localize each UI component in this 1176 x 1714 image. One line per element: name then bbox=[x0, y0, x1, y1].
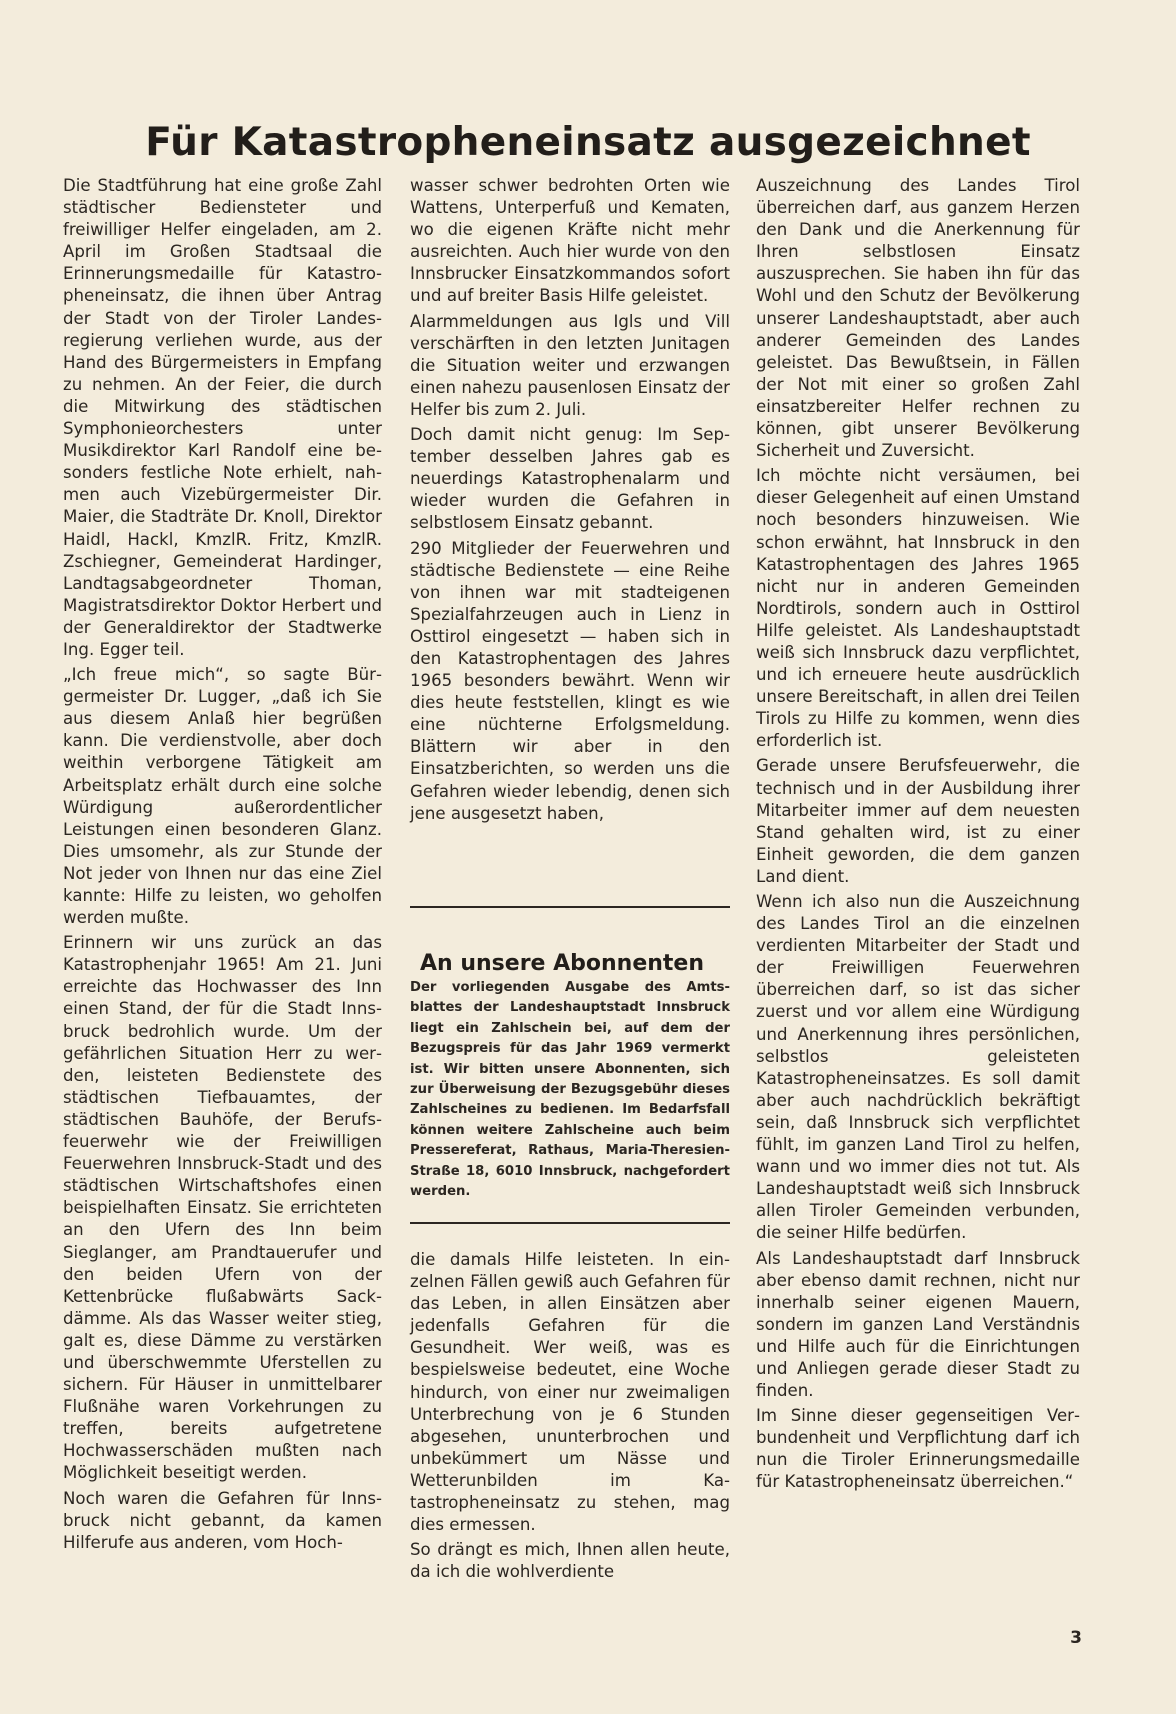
page-title: Für Katastropheneinsatz ausgezeichnet bbox=[145, 120, 1031, 166]
article-paragraph: wasser schwer bedrohten Orten wie Wattens, Unterperfuß und Kematen, wo die eigenen Kräfte nicht mehr ausreichten. Auch hier wurde von den Innsbrucker Einsatzkommandos sofort und auf breiter Basis Hilfe geleistet. bbox=[410, 176, 730, 306]
article-column-1 bbox=[63, 175, 382, 1557]
article-paragraph: Auszeichnung des Landes Tirol überreichen darf, aus ganzem Herzen den Dank und die Anerkennung für Ihren selbstlosen Einsatz auszusprechen. Sie haben ihn für das Wohl und den Schutz der Bevölkerung unserer Landeshauptstadt, aber auch anderer Gemeinden des Landes geleistet. Das Bewußtsein, in Fällen der Not mit einer so großen Zahl einsatzbereiter Helfer rechnen zu können, gibt unserer Bevölkerung Sicherheit und Zuversicht. bbox=[756, 176, 1080, 461]
article-paragraph: „Ich freue mich“, so sagte Bürgermeister Dr. Lugger, „daß ich Sie aus diesem Anlaß hier begrüßen kann. Die verdienstvolle, aber doch weithin verborgene Tätigkeit am Arbeitsplatz erhält durch eine solche Würdigung außerordentlicher Leistungen einen besonderen Glanz. Dies umsomehr, als zur Stunde der Not jeder von Ihnen nur das eine Ziel kannte: Hilfe zu leisten, wo geholfen werden mußte. bbox=[63, 665, 382, 928]
article-paragraph: So drängt es mich, Ihnen allen heute, da ich die wohlverdiente bbox=[410, 1540, 730, 1582]
page-number: 3 bbox=[1070, 1628, 1082, 1648]
article-paragraph: Alarmmeldungen aus Igls und Vill verschärften in den letzten Junitagen die Situation weiter und erzwangen einen nahezu pausenlosen Einsatz der Helfer bis zum 2. Juli. bbox=[410, 311, 730, 419]
article-column-3 bbox=[756, 175, 1080, 1497]
article-paragraph: 290 Mitglieder der Feuerwehren und städtische Bedienstete — eine Reihe von ihnen war mit stadteigenen Spezialfahrzeugen auch in Lienz in Osttirol eingesetzt — haben sich in den Katastrophentagen des Jahres 1965 besonders bewährt. Wenn wir dies heute feststellen, klingt es wie eine nüchterne Erfolgsmeldung. Blättern wir aber in den Einsatzberichten, so werden uns die Gefahren wieder lebendig, denen sich jene ausgesetzt haben, bbox=[410, 538, 730, 823]
article-paragraph: Die Stadtführung hat eine große Zahl städtischer Bediensteter und freiwilliger Helfer eingeladen, am 2. April im Großen Stadtsaal die Erinnerungsmedaille für Katastropheneinsatz, die ihnen über Antrag der Stadt von der Tiroler Landesregierung verliehen wurde, aus der Hand des Bürgermeisters in Empfang zu nehmen. An der Feier, die durch die Mitwirkung des städtischen Symphonieorchesters unter Musikdirektor Karl Randolf eine besonders festliche Note erhielt, nahmen auch Vizebürgermeister Dir. Maier, die Stadträte Dr. Knoll, Direktor Haidl, Hackl, KmzlR. Fritz, KmzlR. Zschiegner, Gemeinderat Hardinger, Landtagsabgeordneter Thoman, Magistratsdirektor Doktor Herbert und der Generaldirektor der Stadtwerke Ing. Egger teil. bbox=[63, 176, 382, 659]
article-column-2-top bbox=[410, 175, 730, 828]
article-paragraph: Wenn ich also nun die Auszeichnung des Landes Tirol an die einzelnen verdienten Mitarbeiter der Stadt und der Freiwilligen Feuerwehren überreichen darf, so ist das sicher zuerst und vor allem eine Würdigung und Anerkennung ihres persönlichen, selbstlos geleisteten Katastropheneinsatzes. Es soll damit aber auch nachdrücklich bekräftigt sein, daß Innsbruck sich verpflichtet fühlt, im ganzen Land Tirol zu helfen, wann und wo immer dies not tut. Als Landeshauptstadt weiß sich Innsbruck allen Tiroler Gemeinden verbunden, die seiner Hilfe bedürfen. bbox=[756, 892, 1080, 1243]
article-paragraph: Noch waren die Gefahren für Innsbruck nicht gebannt, da kamen Hilferufe aus anderen, vom Hoch- bbox=[63, 1488, 382, 1552]
article-paragraph: Doch damit nicht genug: Im September desselben Jahres gab es neuerdings Katastrophenalarm und wieder wurden die Gefahren in selbstlosem Einsatz gebannt. bbox=[410, 425, 730, 533]
notice-top-rule bbox=[410, 906, 730, 908]
notice-bottom-rule bbox=[410, 1222, 730, 1224]
article-paragraph: Erinnern wir uns zurück an das Katastrophenjahr 1965! Am 21. Juni erreichte das Hochwasser des Inn einen Stand, der für die Stadt Innsbruck bedrohlich wurde. Um der gefährlichen Situation Herr zu werden, leisteten Bedienstete des städtischen Tiefbauamtes, der städtischen Bauhöfe, der Berufsfeuerwehr wie der Freiwilligen Feuerwehren Innsbruck-Stadt und des städtischen Wirtschaftshofes einen beispielhaften Einsatz. Sie errichteten an den Ufern des Inn beim Sieglanger, am Prandtauerufer und den beiden Ufern von der Kettenbrücke flußabwärts Sackdämme. Als das Wasser weiter stieg, galt es, diese Dämme zu verstärken und überschwemmte Uferstellen zu sichern. Für Häuser in unmittelbarer Flußnähe waren Vorkehrungen zu treffen, bereits aufgetretene Hochwasserschäden mußten nach Möglichkeit beseitigt werden. bbox=[63, 933, 382, 1483]
article-column-2-bottom bbox=[410, 1249, 730, 1586]
article-paragraph: Gerade unsere Berufsfeuerwehr, die technisch und in der Ausbildung ihrer Mitarbeiter immer auf dem neuesten Stand gehalten wird, ist zu einer Einheit geworden, die dem ganzen Land dient. bbox=[756, 756, 1080, 886]
notice-body: Der vorliegenden Ausgabe des Amtsblattes der Landeshauptstadt Innsbruck liegt ein Zahlschein bei, auf dem der Bezugspreis für das Jahr 1969 vermerkt ist. Wir bitten unsere Abonnenten, sich zur Überweisung der Bezugsgebühr dieses Zahlscheines zu bedienen. Im Bedarfsfall können weitere Zahlscheine auch beim Pressereferat, Rathaus, Maria-Theresien-Straße 18, 6010 Innsbruck, nachgefordert werden. bbox=[410, 980, 730, 1200]
article-paragraph: Ich möchte nicht versäumen, bei dieser Gelegenheit auf einen Umstand noch besonders hinzuweisen. Wie schon erwähnt, hat Innsbruck in den Katastrophentagen des Jahres 1965 nicht nur in anderen Gemeinden Nordtirols, sondern auch in Osttirol Hilfe geleistet. Als Landeshauptstadt weiß sich Innsbruck dazu verpflichtet, und ich erneuere heute ausdrücklich unsere Bereitschaft, in allen drei Teilen Tirols zu Hilfe zu kommen, wenn dies erforderlich ist. bbox=[756, 466, 1080, 751]
article-paragraph: Im Sinne dieser gegenseitigen Verbundenheit und Verpflichtung darf ich nun die Tiroler Erinnerungsmedaille für Katastropheneinsatz überreichen.“ bbox=[756, 1406, 1080, 1492]
article-paragraph: die damals Hilfe leisteten. In einzelnen Fällen gewiß auch Gefahren für das Leben, in allen Einsätzen aber jedenfalls Gefahren für die Gesundheit. Wer weiß, was es bespielsweise bedeutet, eine Woche hindurch, von einer nur zweimaligen Unterbrechung von je 6 Stunden abgesehen, ununterbrochen und unbekümmert um Nässe und Wetterunbilden im Katastropheneinsatz zu stehen, mag dies ermessen. bbox=[410, 1250, 730, 1535]
notice-heading: An unsere Abonnenten bbox=[420, 951, 705, 977]
article-paragraph: Als Landeshauptstadt darf Innsbruck aber ebenso damit rechnen, nicht nur innerhalb seiner eigenen Mauern, sondern im ganzen Land Verständnis und Hilfe auch für die Einrichtungen und Anliegen gerade dieser Stadt zu finden. bbox=[756, 1248, 1080, 1401]
